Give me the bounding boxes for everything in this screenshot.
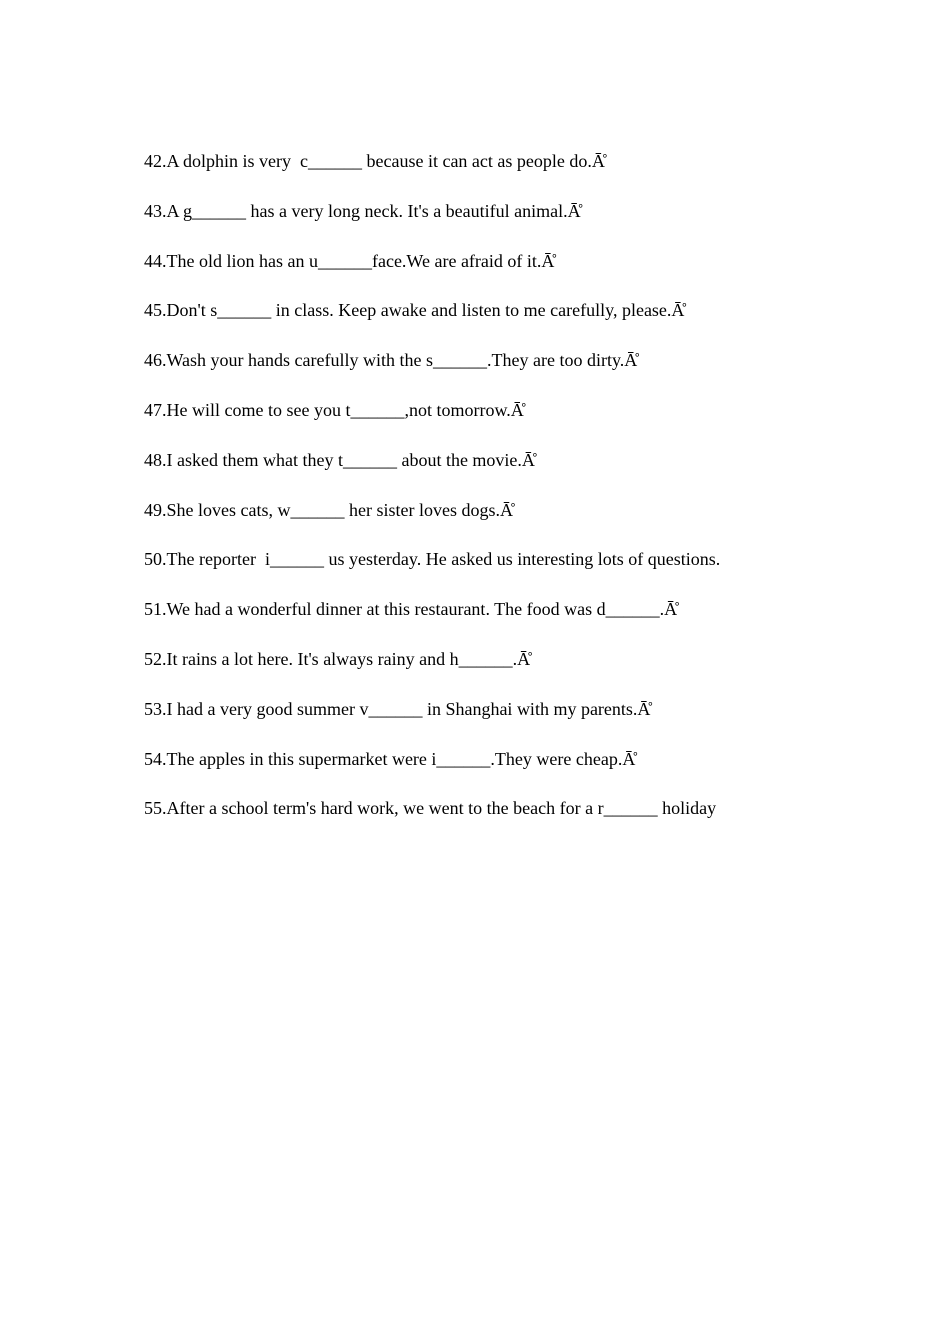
exercise-line-45: 45.Don't s______ in class. Keep awake and listen to me carefully, please.Ā̊ xyxy=(144,300,685,321)
exercise-line-44: 44.The old lion has an u______face.We are afraid of it.Ā̊ xyxy=(144,250,555,271)
exercise-line-43: 43.A g______ has a very long neck. It's a beautiful animal.Ā̊ xyxy=(144,200,581,221)
exercise-line-47: 47.He will come to see you t______,not tomorrow.Ā̊ xyxy=(144,399,524,420)
exercise-line-52: 52.It rains a lot here. It's always rainy and h______.Ā̊ xyxy=(144,648,531,669)
exercise-list xyxy=(144,148,844,845)
exercise-line-54: 54.The apples in this supermarket were i______.They were cheap.Ā̊ xyxy=(144,748,636,769)
exercise-line-42: 42.A dolphin is very c______ because it can act as people do.Ā̊ xyxy=(144,151,605,171)
exercise-line-49: 49.She loves cats, w______ her sister loves dogs.Ā̊ xyxy=(144,499,513,520)
exercise-line-48: 48.I asked them what they t______ about the movie.Ā̊ xyxy=(144,449,535,470)
exercise-line-53: 53.I had a very good summer v______ in Shanghai with my parents.Ā̊ xyxy=(144,698,651,719)
exercise-line-46: 46.Wash your hands carefully with the s______.They are too dirty.Ā̊ xyxy=(144,350,638,371)
exercise-line-55: 55.After a school term's hard work, we went to the beach for a r______ holiday xyxy=(144,798,717,819)
exercise-line-50: 50.The reporter i______ us yesterday. He asked us interesting lots of questions. xyxy=(144,549,721,570)
exercise-line-51: 51.We had a wonderful dinner at this restaurant. The food was d______.Ā̊ xyxy=(144,599,678,620)
